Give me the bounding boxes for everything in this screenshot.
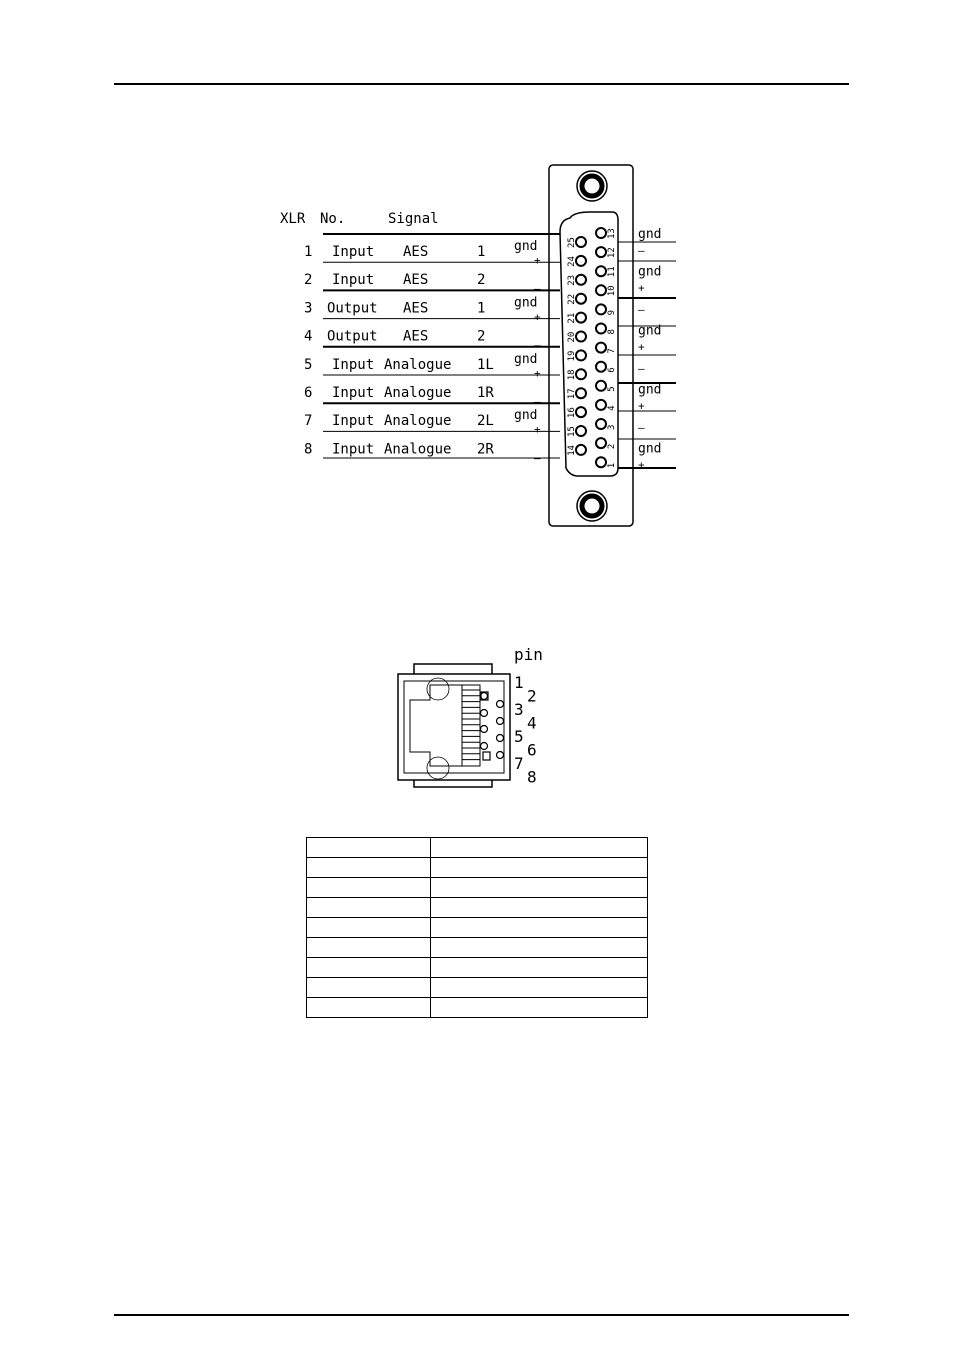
rj45-contacts	[462, 690, 504, 760]
mounting-hole-top	[577, 171, 607, 201]
table-cell	[307, 918, 431, 938]
table-cell	[307, 938, 431, 958]
rj45-pin-number: 2	[527, 686, 537, 706]
pin-number: 17	[567, 388, 577, 400]
table-row	[307, 978, 648, 998]
pin-number: 6	[607, 367, 617, 373]
table-row	[307, 998, 648, 1018]
pin-role-top: gnd	[514, 295, 538, 311]
pin-role-gnd: gnd	[638, 323, 662, 339]
dsub-row	[304, 431, 560, 464]
xlr-number: 6	[304, 385, 313, 401]
signal-type: Analogue	[384, 441, 452, 458]
pin-number: 16	[567, 407, 577, 419]
signal-channel: 1	[477, 300, 486, 317]
xlr-number: 1	[304, 244, 313, 260]
pin-number: 24	[567, 256, 577, 267]
rj45-pin-number: 6	[527, 740, 537, 760]
xlr-number: 8	[304, 441, 313, 458]
pin-contact	[576, 313, 586, 323]
pin-role-top: gnd	[514, 408, 538, 424]
pin-number: 22	[567, 293, 577, 305]
rj45-pin-number: 8	[527, 767, 537, 787]
pin-role-bottom: –	[534, 451, 541, 465]
signal-channel: 1L	[477, 356, 494, 373]
pin-contact	[596, 419, 606, 429]
signal-type: AES	[403, 244, 429, 260]
pin-contact	[576, 350, 586, 360]
table-cell	[307, 898, 431, 918]
mounting-hole-bottom	[577, 491, 607, 521]
xlr-number: 3	[304, 300, 313, 317]
header-no: No.	[320, 211, 346, 227]
signal-type: AES	[403, 328, 429, 345]
rj45-bottom-tab	[414, 780, 492, 787]
table-row	[307, 898, 648, 918]
pin-role-polarity: –	[638, 362, 645, 375]
rj45-plug-cavity	[410, 685, 462, 766]
pin-contact	[596, 324, 606, 334]
rj45-pin-number: 7	[514, 754, 524, 773]
pin-contact	[596, 304, 606, 314]
pin-number: 3	[607, 424, 617, 430]
signal-direction: Input	[332, 244, 375, 260]
pin-contact	[596, 285, 606, 295]
pin-role-bottom: +	[534, 310, 541, 324]
pin-number: 4	[607, 405, 617, 411]
table-cell	[307, 958, 431, 978]
signal-direction: Input	[332, 413, 375, 430]
signal-type: Analogue	[384, 385, 452, 401]
table-row	[307, 958, 648, 978]
pin-number: 10	[607, 285, 617, 297]
table-cell	[431, 918, 648, 938]
signal-direction: Input	[332, 356, 375, 373]
table-cell	[307, 978, 431, 998]
pin-contact	[576, 426, 586, 436]
rj45-inner-frame	[404, 681, 504, 773]
pin-contact	[596, 247, 606, 257]
pin-role-top: gnd	[514, 351, 538, 367]
signal-type: AES	[403, 272, 429, 289]
pin-number: 7	[607, 348, 617, 354]
xlr-number: 2	[304, 272, 313, 289]
pin-number: 8	[607, 329, 617, 335]
pin-role-gnd: gnd	[638, 227, 662, 242]
pin-role-bottom: –	[534, 395, 541, 408]
table-cell	[431, 978, 648, 998]
pin-number: 15	[567, 426, 577, 437]
signal-direction: Input	[332, 441, 375, 458]
pin-role-gnd: gnd	[638, 441, 662, 457]
pin-role-bottom: +	[534, 423, 541, 437]
rj45-pin-number: 3	[514, 700, 524, 719]
xlr-number: 5	[304, 356, 313, 373]
signal-type: Analogue	[384, 356, 452, 373]
table-cell	[307, 878, 431, 898]
pin-number: 20	[567, 331, 577, 343]
pin-number: 13	[607, 228, 617, 239]
xlr-number: 7	[304, 413, 313, 430]
table-row	[307, 918, 648, 938]
pin-number: 18	[567, 369, 577, 381]
pin-contact	[576, 369, 586, 379]
table-row	[307, 838, 648, 858]
signal-channel: 2L	[477, 413, 494, 430]
table-cell	[307, 998, 431, 1018]
pin-role-polarity: –	[638, 244, 645, 257]
pin-role-polarity: +	[638, 340, 645, 354]
xlr-number: 4	[304, 328, 313, 345]
rj45-outer-body	[398, 674, 510, 780]
pin-number: 12	[607, 247, 617, 259]
pin-role-gnd: gnd	[638, 264, 662, 280]
header-xlr: XLR	[280, 211, 306, 227]
rj45-pin-header: pin	[514, 645, 543, 664]
pin-contact	[576, 388, 586, 398]
header-signal: Signal	[388, 211, 439, 227]
rj45-latch-bottom	[427, 757, 449, 779]
pin-role-top: gnd	[514, 239, 538, 254]
rj45-pin-number: 4	[527, 713, 537, 733]
pin-contact	[596, 343, 606, 353]
table-cell	[431, 838, 648, 858]
signal-direction: Input	[332, 272, 375, 289]
signal-channel: 2R	[477, 441, 494, 458]
pin-number: 2	[607, 443, 617, 450]
rj45-pin-number: 1	[514, 673, 524, 692]
pin-contact	[576, 332, 586, 342]
pin-number: 25	[567, 237, 577, 248]
pin-assignment-table	[306, 837, 648, 1018]
table-cell	[431, 858, 648, 878]
pin-number: 11	[607, 266, 617, 278]
signal-direction: Output	[327, 328, 378, 345]
pin-contact	[596, 266, 606, 276]
pin-role-bottom: +	[534, 254, 541, 267]
pin-contact	[596, 438, 606, 448]
table-cell	[431, 878, 648, 898]
table-cell	[431, 998, 648, 1018]
rj45-socket-diagram	[0, 640, 954, 790]
pin-role-polarity: –	[638, 421, 645, 434]
pin-role-bottom: –	[534, 338, 541, 352]
pin-number: 19	[567, 350, 577, 362]
signal-channel: 2	[477, 328, 486, 345]
pin-role-bottom: –	[534, 282, 541, 296]
pin-number: 1	[607, 462, 617, 469]
pin-number: 14	[567, 445, 577, 456]
pin-role-gnd: gnd	[638, 382, 662, 398]
table-cell	[431, 938, 648, 958]
pin-contact	[596, 381, 606, 391]
footer-rule	[114, 1314, 849, 1316]
pin-contact	[576, 294, 586, 304]
pin-contact	[576, 407, 586, 417]
pin-number: 21	[567, 312, 577, 324]
pin-contact	[576, 237, 586, 247]
pin-contact	[576, 275, 586, 285]
signal-channel: 2	[477, 272, 486, 289]
dsub-connector-body	[549, 165, 633, 526]
pin-contact	[596, 400, 606, 410]
table-row	[307, 858, 648, 878]
signal-channel: 1R	[477, 385, 494, 401]
signal-type: Analogue	[384, 413, 452, 430]
rj45-pin-number: 5	[514, 727, 524, 746]
signal-channel: 1	[477, 244, 486, 260]
signal-type: AES	[403, 300, 429, 317]
table-cell	[307, 858, 431, 878]
signal-direction: Input	[332, 385, 375, 401]
table-row	[307, 878, 648, 898]
pin-number: 5	[607, 386, 617, 392]
pin-role-polarity: +	[638, 399, 645, 413]
pin-role-bottom: +	[534, 366, 541, 380]
pin-number: 9	[607, 309, 617, 316]
rj45-top-tab	[414, 664, 492, 674]
pin-contact	[576, 445, 586, 455]
signal-direction: Output	[327, 300, 378, 317]
pin-contact	[596, 457, 606, 467]
pin-role-polarity: –	[638, 303, 645, 316]
pin-role-polarity: +	[638, 458, 645, 472]
table-cell	[431, 958, 648, 978]
pin-number: 23	[567, 274, 577, 286]
table-cell	[431, 898, 648, 918]
table-row	[307, 938, 648, 958]
pin-contact	[596, 228, 606, 238]
table-cell	[307, 838, 431, 858]
pin-contact	[596, 362, 606, 372]
pin-contact	[576, 256, 586, 266]
dsub25-pinout-diagram	[0, 0, 954, 560]
pin-role-polarity: +	[638, 281, 645, 295]
